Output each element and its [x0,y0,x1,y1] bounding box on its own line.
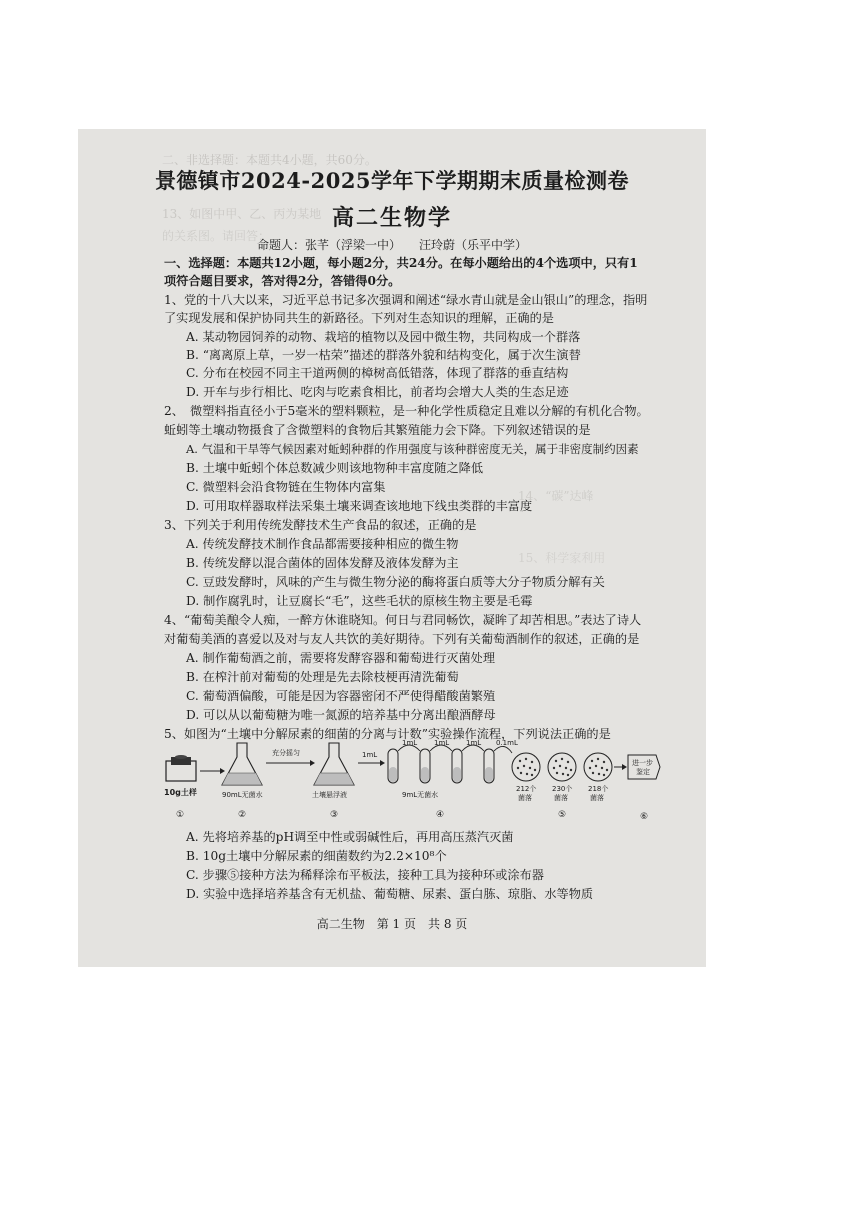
bleed-text: 15、科学家利用 [518,551,606,565]
section-heading: 一、选择题：本题共12小题，每小题2分，共24分。在每小题给出的4个选项中，只有1 [164,256,638,270]
q1-stem: 1、党的十八大以来，习近平总书记多次强调和阐述“绿水青山就是金山银山”的理念，指明 [164,293,648,307]
subject-title: 高二生物学 [331,205,452,231]
step-2-marker: ② [238,810,247,820]
q5-option-c: C. 步骤⑤接种方法为稀释涂布平板法，接种工具为接种环或涂布器 [186,868,544,882]
water-label: 90mL无菌水 [222,791,263,799]
step-6-marker: ⑥ [640,812,649,822]
petri-dish-icon [584,753,612,781]
test-tube-icon [484,749,494,783]
bleed-text: 13、如图中甲、乙、丙为某地 [162,207,322,221]
next-step-label: 进一步 [632,759,653,767]
q3-option-c: C. 豆豉发酵时，风味的产生与微生物分泌的酶将蛋白质等大分子物质分解有关 [186,575,605,589]
step-4-marker: ④ [436,810,445,820]
transfer-arrow [494,746,512,753]
shake-label: 充分摇匀 [272,749,300,757]
tube-water-label: 9mL无菌水 [402,791,439,799]
colony-count-1: 212个 [516,785,537,793]
q3-option-a: A. 传统发酵技术制作食品都需要接种相应的微生物 [186,537,459,551]
volume-label: 1mL [466,739,482,747]
arrow-head-icon [622,764,627,770]
volume-label: 1mL [434,739,450,747]
arrow-head-icon [380,760,385,766]
q1-stem-cont: 了实现发展和保护协同共生的新路径。下列对生态知识的理解，正确的是 [164,311,554,325]
q1-option-d: D. 开车与步行相比、吃肉与吃素食相比，前者均会增大人类的生态足迹 [186,385,569,399]
q2-option-b: B. 土壤中蚯蚓个体总数减少则该地物种丰富度随之降低 [186,461,484,475]
step-1-marker: ① [176,810,185,820]
colony-count-3: 218个 [588,785,609,793]
flask-icon [314,743,354,785]
colony-label: 菌落 [518,794,532,802]
q2-stem-cont: 蚯蚓等土壤动物摄食了含微塑料的食物后其繁殖能力会下降。下列叙述错误的是 [164,423,591,437]
petri-dish-icon [512,753,540,781]
exam-page [78,129,706,967]
q2-option-c: C. 微塑料会沿食物链在生物体内富集 [186,480,386,494]
q2-option-a: A. 气温和干旱等气候因素对蚯蚓种群的作用强度与该种群密度无关，属于非密度制约因素 [186,442,639,456]
soil-sample-icon [166,755,196,781]
q1-option-a: A. 某动物园饲养的动物、栽培的植物以及园中微生物，共同构成一个群落 [186,330,581,344]
volume-label: 1mL [402,739,418,747]
q2-option-d: D. 可用取样器取样法采集土壤来调查该地地下线虫类群的丰富度 [186,499,533,513]
flask-icon [222,743,262,785]
step-5-marker: ⑤ [558,810,567,820]
q4-option-c: C. 葡萄酒偏酸，可能是因为容器密闭不严使得醋酸菌繁殖 [186,689,496,703]
test-tube-icon [420,749,430,783]
step-3-marker: ③ [330,810,339,820]
q3-stem: 3、下列关于利用传统发酵技术生产食品的叙述，正确的是 [164,518,477,532]
q4-stem-cont: 对葡萄美酒的喜爱以及对与友人共饮的美好期待。下列有关葡萄酒制作的叙述，正确的是 [164,632,640,646]
petri-dish-icon [548,753,576,781]
section-heading-cont: 项符合题目要求，答对得2分，答错得0分。 [164,274,401,288]
volume-label: 0.1mL [496,739,518,747]
q5-option-a: A. 先将培养基的pH调至中性或弱碱性后，再用高压蒸汽灭菌 [186,830,514,844]
q5-stem: 5、如图为“土壤中分解尿素的细菌的分离与计数”实验操作流程，下列说法正确的是 [164,727,611,741]
bleed-text: 的关系图。请回答： [162,229,271,243]
next-step-label-2: 鉴定 [636,768,650,776]
q4-stem: 4、“葡萄美酿令人痴，一醉方休谁晓知。何日与君同畅饮，凝眸了却苦相思。”表达了诗人 [164,613,642,627]
page-footer: 高二生物 第 1 页 共 8 页 [316,917,468,931]
q2-stem: 2、 微塑料指直径小于5毫米的塑料颗粒，是一种化学性质稳定且难以分解的有机化合物。 [164,404,649,418]
bleed-text: 二、非选择题：本题共4小题，共60分。 [162,153,377,167]
q4-option-b: B. 在榨汁前对葡萄的处理是先去除枝梗再清洗葡萄 [186,670,459,684]
colony-label: 菌落 [554,794,568,802]
q5-option-b: B. 10g土壤中分解尿素的细菌数约为2.2×10⁸个 [186,849,447,863]
colony-count-2: 230个 [552,785,573,793]
soil-label: 10g土样 [164,788,197,797]
q5-option-d: D. 实验中选择培养基含有无机盐、葡萄糖、尿素、蛋白胨、琼脂、水等物质 [186,887,594,901]
suspension-label: 土壤悬浮液 [312,791,347,799]
arrow-head-icon [220,768,225,774]
q1-option-b: B. “离离原上草，一岁一枯荣”描述的群落外貌和结构变化，属于次生演替 [186,348,581,362]
q3-option-d: D. 制作腐乳时，让豆腐长“毛”，这些毛状的原核生物主要是毛霉 [186,594,533,608]
bleed-text: 14、“碳”达峰 [518,489,594,503]
test-tube-icon [452,749,462,783]
q1-option-c: C. 分布在校园不同主干道两侧的樟树高低错落，体现了群落的垂直结构 [186,366,569,380]
experiment-flow-diagram [162,739,662,831]
exam-title: 景德镇市2024-2025学年下学期期末质量检测卷 [154,168,630,193]
authors-line: 命题人：张芊（浮梁一中） 汪玲蔚（乐平中学） [256,238,527,252]
test-tube-icon [388,749,398,783]
volume-label: 1mL [362,751,378,759]
colony-label: 菌落 [590,794,604,802]
arrow-head-icon [310,760,315,766]
q4-option-d: D. 可以从以葡萄糖为唯一氮源的培养基中分离出酿酒酵母 [186,708,496,722]
q4-option-a: A. 制作葡萄酒之前，需要将发酵容器和葡萄进行灭菌处理 [186,651,496,665]
q3-option-b: B. 传统发酵以混合菌体的固体发酵及液体发酵为主 [186,556,459,570]
